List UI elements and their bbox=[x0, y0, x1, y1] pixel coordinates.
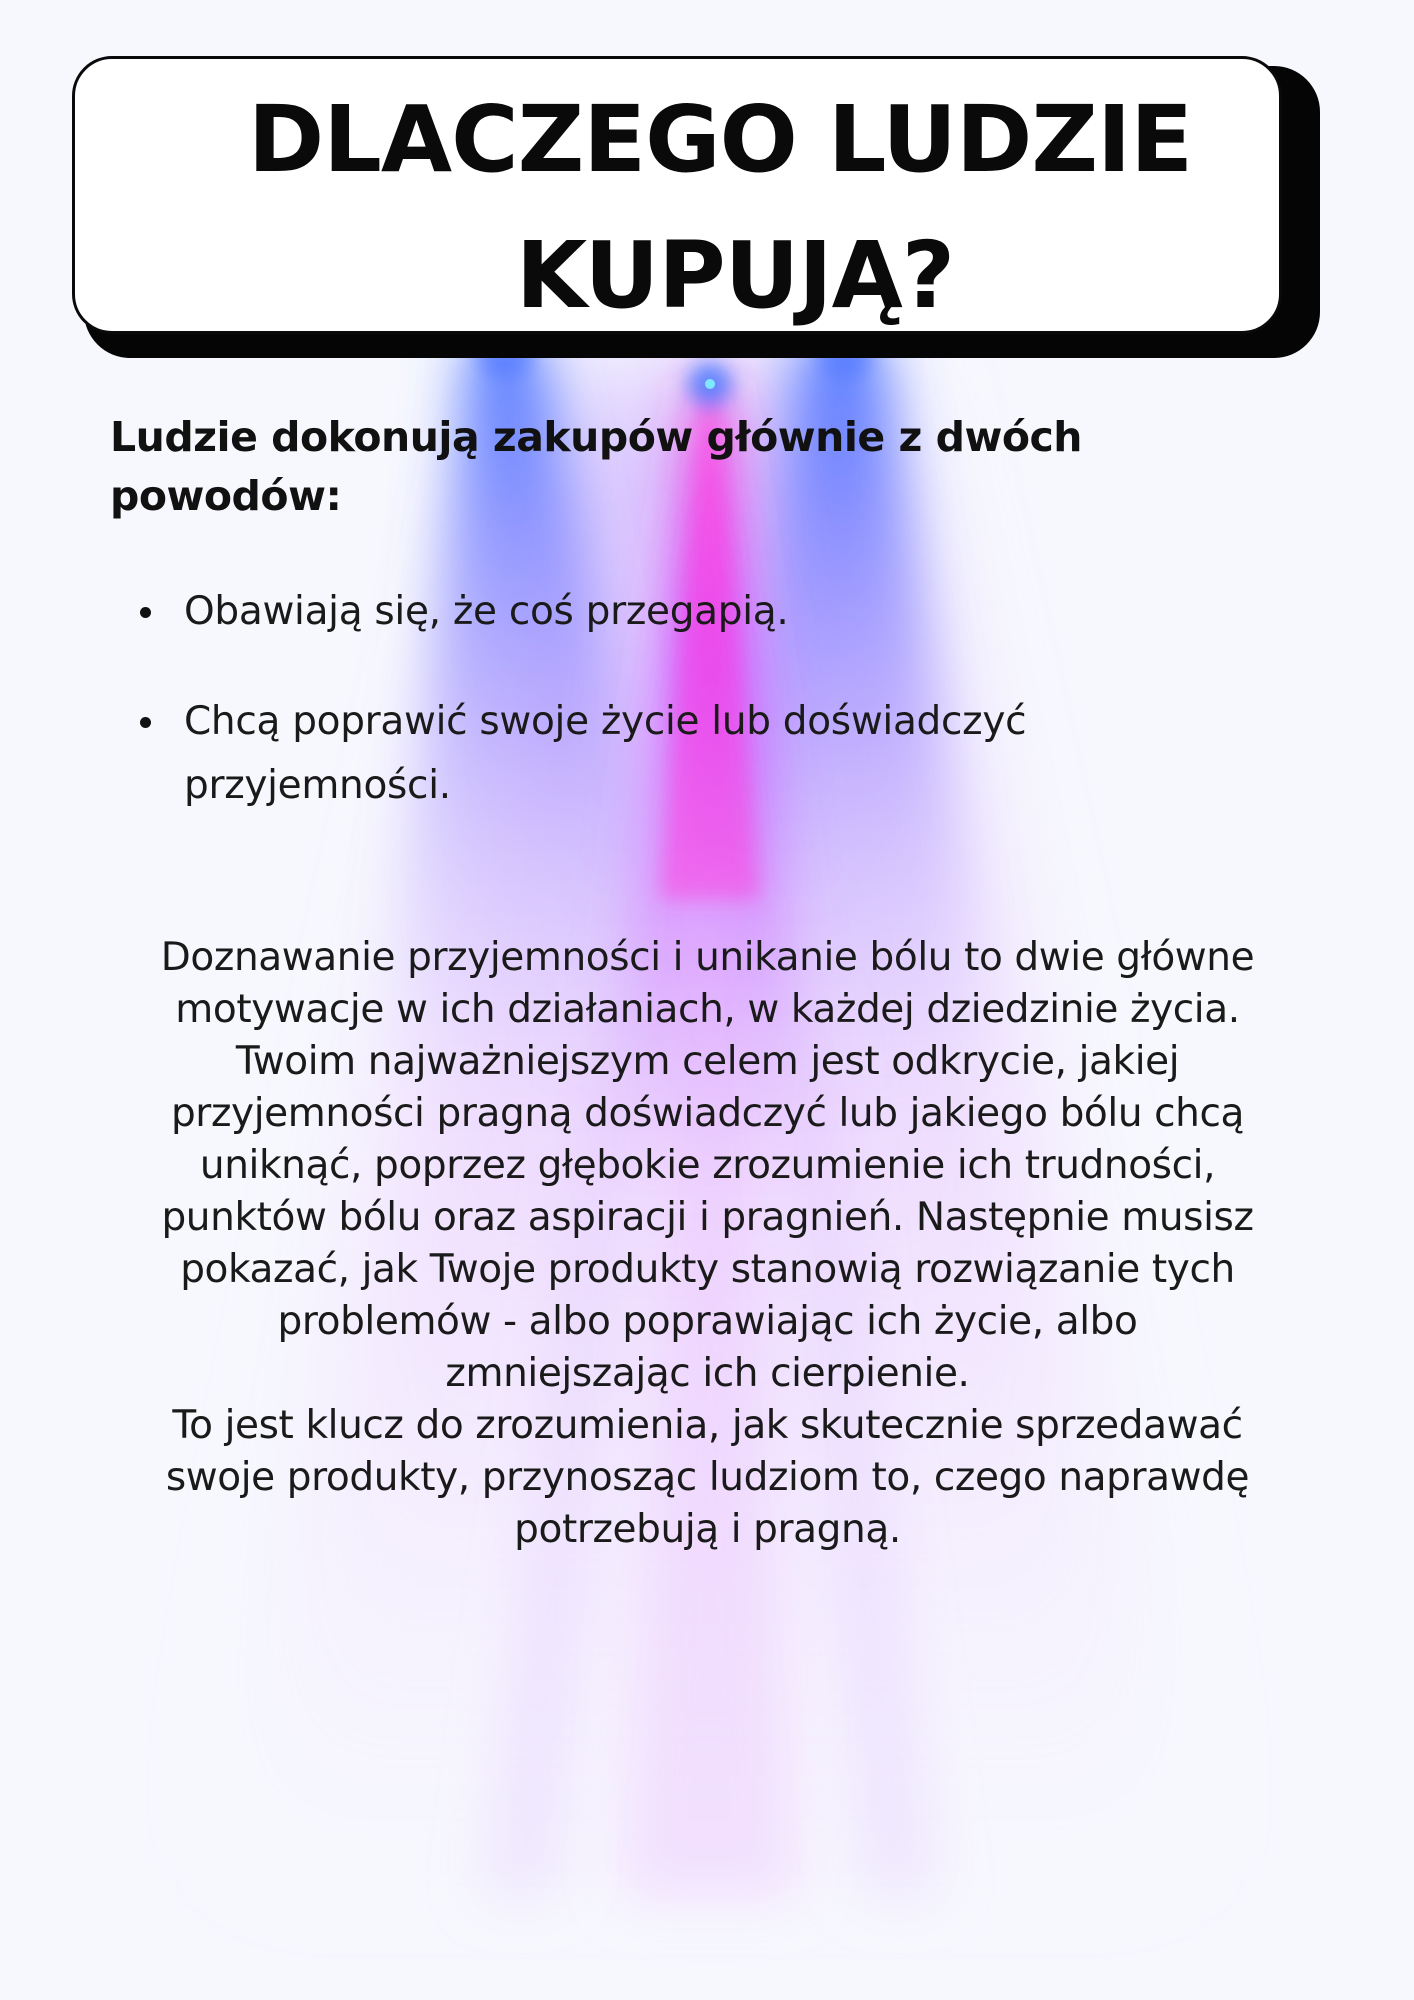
list-item-line: Obawiają się, że coś przegapią. bbox=[184, 589, 789, 634]
body-line: Doznawanie przyjemności i unikanie bólu to dwie główne bbox=[160, 935, 1255, 980]
body-line: To jest klucz do zrozumienia, jak skutecznie sprzedawać bbox=[172, 1403, 1243, 1448]
list-item bbox=[130, 580, 1210, 644]
bullet-dot-icon bbox=[140, 607, 151, 618]
page-title-line: KUPUJĄ? bbox=[515, 222, 955, 329]
page-title bbox=[160, 72, 1280, 344]
body-line: Twoim najważniejszym celem jest odkrycie, jakiej bbox=[235, 1039, 1180, 1084]
list-item-line: Chcą poprawić swoje życie lub doświadczyć bbox=[184, 699, 1027, 744]
body-line: pokazać, jak Twoje produkty stanowią rozwiązanie tych bbox=[180, 1247, 1235, 1292]
intro-line: powodów: bbox=[110, 472, 342, 520]
intro-line: Ludzie dokonują zakupów głównie z dwóch bbox=[110, 413, 1082, 461]
body-line: zmniejszając ich cierpienie. bbox=[445, 1351, 970, 1396]
intro-heading bbox=[110, 408, 1210, 526]
body-line: punktów bólu oraz aspiracji i pragnień. Następnie musisz bbox=[161, 1195, 1254, 1240]
page-title-line: DLACZEGO LUDZIE bbox=[247, 86, 1193, 193]
body-line: potrzebują i pragną. bbox=[514, 1507, 901, 1552]
body-line: uniknąć, poprzez głębokie zrozumienie ich trudności, bbox=[199, 1143, 1216, 1188]
list-item-line: przyjemności. bbox=[184, 763, 451, 808]
bullet-dot-icon bbox=[140, 717, 151, 728]
body-paragraph bbox=[100, 932, 1315, 1556]
body-line: przyjemności pragną doświadczyć lub jakiego bólu chcą bbox=[170, 1091, 1245, 1136]
list-item bbox=[130, 690, 1210, 818]
body-line: swoje produkty, przynosząc ludziom to, czego naprawdę bbox=[165, 1455, 1250, 1500]
body-line: problemów - albo poprawiając ich życie, albo bbox=[277, 1299, 1138, 1344]
body-line: motywacje w ich działaniach, w każdej dziedzinie życia. bbox=[175, 987, 1240, 1032]
reason-list bbox=[130, 580, 1210, 818]
